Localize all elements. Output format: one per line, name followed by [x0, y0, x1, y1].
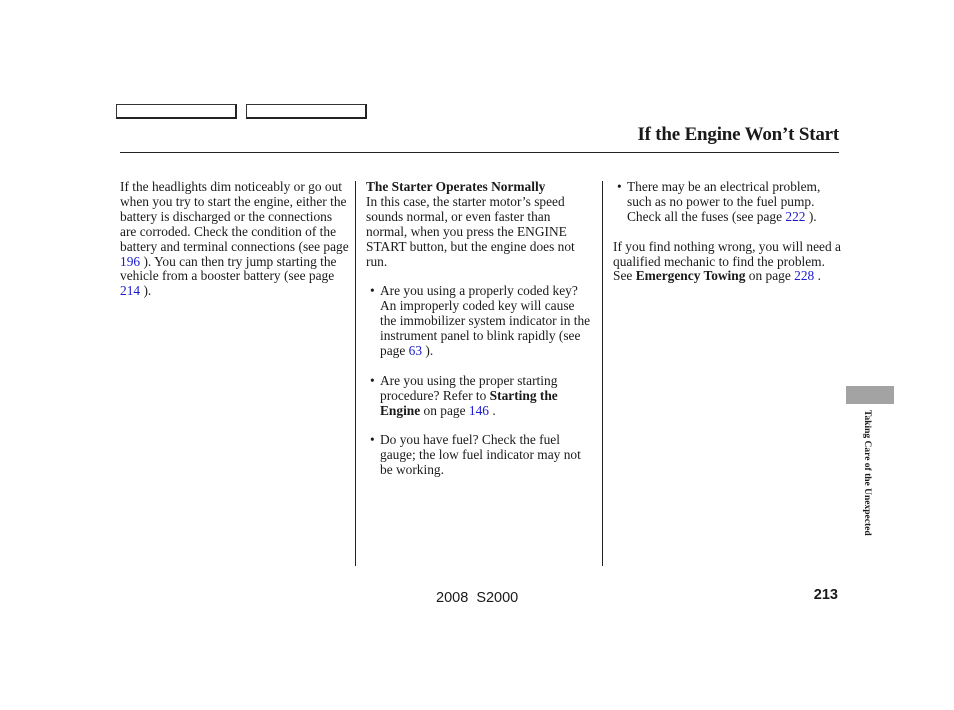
section-heading: [366, 180, 594, 195]
mechanic-paragraph: [613, 240, 841, 285]
bullet-dot: •: [370, 432, 375, 448]
column-2: [366, 180, 594, 478]
page-link-196[interactable]: 196: [120, 253, 141, 269]
bullet-coded-key: [366, 284, 594, 359]
page-number: 213: [813, 587, 838, 603]
column-3: [613, 180, 841, 284]
page-title: If the Engine Won’t Start: [637, 124, 839, 145]
mechanic-mid: on page: [745, 268, 795, 284]
bullet1-end: ).: [422, 342, 434, 358]
battery-text-2: ). You can then try jump starting the vehicle from a booster battery (see page: [120, 253, 337, 284]
starter-intro: In this case, the starter motor’s speed sounds normal, or even faster than normal, when you press the ENGINE START button, but the engine does not run.: [366, 193, 575, 269]
section-label: Taking Care of the Unexpected: [862, 410, 872, 536]
column-divider-2: [602, 181, 603, 566]
bullet2-mid: on page: [420, 402, 469, 418]
bullet2-text: Are you using the proper starting procedure? Refer to: [380, 372, 558, 403]
battery-paragraph: [120, 180, 350, 299]
bullet-electrical: [613, 180, 841, 225]
nav-button-2[interactable]: [246, 104, 367, 119]
column-1: [120, 180, 350, 299]
bullet-dot: •: [370, 372, 375, 388]
column-divider-1: [355, 181, 356, 566]
page-link-222[interactable]: 222: [785, 208, 806, 224]
section-tab: [846, 386, 894, 404]
bullet-starting-procedure: [366, 374, 594, 419]
nav-button-1[interactable]: [116, 104, 237, 119]
bullet2-bold: Starting the Engine: [380, 387, 558, 418]
bullet-dot: •: [617, 179, 622, 194]
bullet-electrical-text: There may be an electrical problem, such as no power to the fuel pump. Check all the fuses (see page: [627, 179, 821, 224]
bullet-fuel: [366, 433, 594, 478]
bullet-dot: •: [370, 283, 375, 299]
bullet1-text: Are you using a properly coded key? An improperly coded key will cause the immobilizer system indicator in the instrument panel to blink rapidly (see page: [380, 283, 591, 358]
bullet-electrical-end: ).: [805, 208, 817, 224]
page-link-214[interactable]: 214: [120, 283, 141, 299]
starter-heading: The Starter Operates Normally: [366, 179, 546, 194]
mechanic-end: .: [814, 268, 821, 284]
page-link-63[interactable]: 63: [408, 342, 423, 358]
title-rule: [120, 152, 839, 153]
footer-model: 2008 S2000: [436, 590, 519, 606]
mechanic-text: If you find nothing wrong, you will need a qualified mechanic to find the problem. See: [613, 238, 841, 284]
battery-text-3: ).: [140, 283, 152, 299]
bullet2-end: .: [489, 402, 496, 418]
page-link-228[interactable]: 228: [794, 268, 815, 284]
battery-text-1: If the headlights dim noticeably or go out when you try to start the engine, either the battery is discharged or the connections are corroded. Check the condition of the battery and terminal connections (see page: [120, 179, 349, 254]
emergency-towing-bold: Emergency Towing: [635, 268, 746, 284]
bullet3-text: Do you have fuel? Check the fuel gauge; the low fuel indicator may not be working.: [380, 432, 581, 478]
page-link-146[interactable]: 146: [468, 402, 489, 418]
